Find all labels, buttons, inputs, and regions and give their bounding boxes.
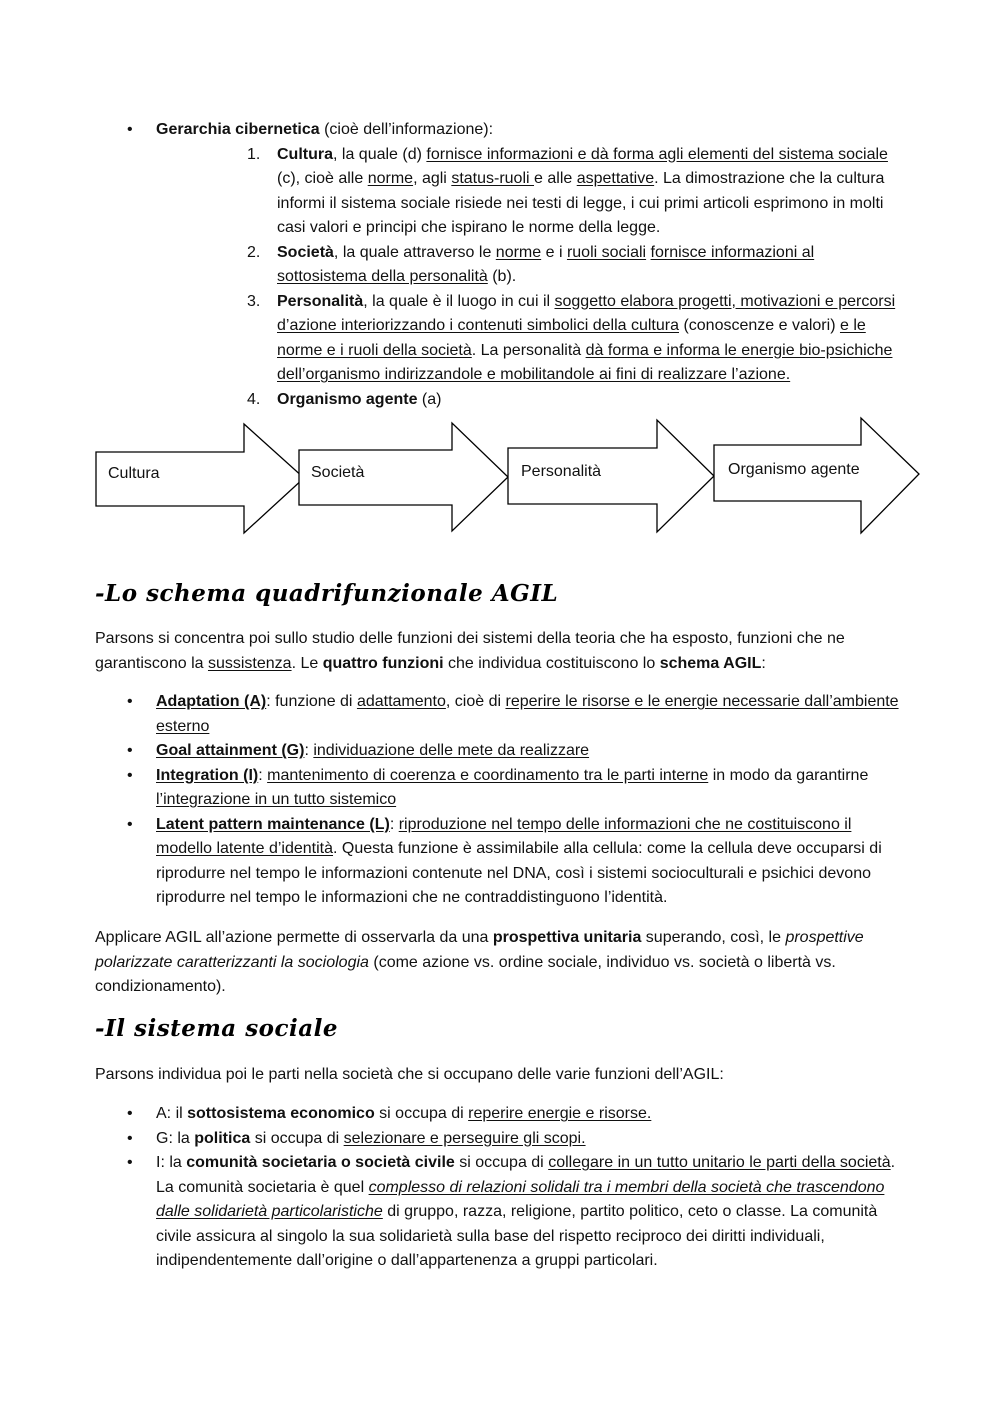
arrow-label-personalita: Personalità xyxy=(521,463,602,480)
agil-item-integration: • Integration (I): mantenimento di coerenza e coordinamento tra le parti interne in modo da garantirne l’integrazione in un tutto sistemico xyxy=(127,766,869,808)
agil-item-latent: • Latent pattern maintenance (L): riproduzione nel tempo delle informazioni che ne costituiscono il modello latente d’identità. Questa funzione è assimilabile alla cellula: come la cellula deve occuparsi di riprodurre nel tempo le informazioni contenute nel DNA, così i sistemi socioculturali e psichici devono riprodurre nel tempo le informazioni che ne contraddistinguono l’identità. xyxy=(127,815,882,906)
agil-item-adaptation: • Adaptation (A): funzione di adattamento, cioè di reperire le risorse e le energie necessarie dall’ambiente esterno xyxy=(127,693,899,735)
social-item-g: • G: la politica si occupa di selezionare e perseguire gli scopi. xyxy=(127,1129,586,1147)
agil-item-goal: • Goal attainment (G): individuazione delle mete da realizzare xyxy=(127,742,590,759)
arrow-label-cultura: Cultura xyxy=(108,465,160,482)
social-list xyxy=(95,1102,905,1274)
arrow-flow-diagram xyxy=(94,416,922,541)
hierarchy-list xyxy=(95,118,905,412)
social-intro-paragraph: Parsons individua poi le parti nella società che si occupano delle varie funzioni dell’AGIL: xyxy=(95,1066,724,1083)
hierarchy-numbered-list xyxy=(217,143,905,413)
hierarchy-item-organismo: 4. Organismo agente (a) xyxy=(247,390,442,408)
social-item-i: • I: la comunità societaria o società civile si occupa di collegare in un tutto unitario le parti della società. La comunità societaria è quel complesso di relazioni solidali tra i membri della società che trascendono dalle solidarietà particolaristiche di gruppo, razza, religione, partito politico, ceto o classe. La comunità civile assicura al singolo la sua solidarietà sulla base del rispetto reciproco dei diritti individuali, indipendentemente dall’origine o dall’appartenenza a gruppi particolari. xyxy=(127,1154,896,1269)
hierarchy-item-personalita: 3. Personalità, la quale è il luogo in cui il soggetto elabora progetti, motivazioni e percorsi d’azione interiorizzando i contenuti simbolici della cultura (conoscenze e valori) e le norme e i ruoli della società. La personalità dà forma e informa le energie bio-psichiche dell’organismo indirizzandole e mobilitandole ai fini di realizzare l’azione. xyxy=(247,292,896,383)
hierarchy-bullet: • Gerarchia cibernetica (cioè dell’informazione): 1. Cultura, la quale (d) fornisce informazioni e dà forma agli elementi del sistema sociale (c), cioè alle norme, agli status-ruoli e alle aspettative. La dimostrazione che la cultura informi il sistema sociale risiede nei testi di legge, i cui primi articoli esprimono in molti casi valori e principi che ispirano le norme della legge. 2. Società, la quale attraverso le norme e i ruoli sociali fornisce informazioni al sottosistema della personalità (b). 3. Personalità, la quale è il luogo in cui il soggetto elabora progetti, motivazioni e percorsi d’azione interiorizzando i contenuti simbolici della cultura (conoscenze e valori) e le norme e i ruoli della società. La personalità dà forma e informa le energie bio-psichiche dell’organismo indirizzandole e mobilitandole ai fini di realizzare l’azione. 4. Organismo agente (a) xyxy=(95,118,905,412)
hierarchy-title: Gerarchia cibernetica xyxy=(156,121,320,138)
agil-intro-paragraph: Parsons si concentra poi sullo studio delle funzioni dei sistemi della teoria che ha esposto, funzioni che ne garantiscono la sussistenza. Le quattro funzioni che individua costituiscono lo schema AGIL: xyxy=(95,630,845,672)
hierarchy-item-cultura: 1. Cultura, la quale (d) fornisce informazioni e dà forma agli elementi del sistema sociale (c), cioè alle norme, agli status-ruoli e alle aspettative. La dimostrazione che la cultura informi il sistema sociale risiede nei testi di legge, i cui primi articoli esprimono in molti casi valori e principi che ispirano le norme della legge. xyxy=(247,145,888,236)
arrow-label-societa: Società xyxy=(311,464,365,481)
social-system-heading: -Il sistema sociale xyxy=(95,1015,338,1042)
hierarchy-item-societa: 2. Società, la quale attraverso le norme e i ruoli sociali fornisce informazioni al sottosistema della personalità (b). xyxy=(247,243,815,285)
bullet-dot: • xyxy=(127,121,133,138)
arrow-label-organismo: Organismo agente xyxy=(728,461,860,478)
agil-outro-paragraph: Applicare AGIL all’azione permette di osservarla da una prospettiva unitaria superando, così, le prospettive polarizzate caratterizzanti la sociologia (come azione vs. ordine sociale, individuo vs. società o libertà vs. condizionamento). xyxy=(95,929,864,995)
agil-list xyxy=(95,690,905,911)
agil-heading: -Lo schema quadrifunzionale AGIL xyxy=(95,580,559,607)
social-item-a: • A: il sottosistema economico si occupa di reperire energie e risorse. xyxy=(127,1105,652,1122)
